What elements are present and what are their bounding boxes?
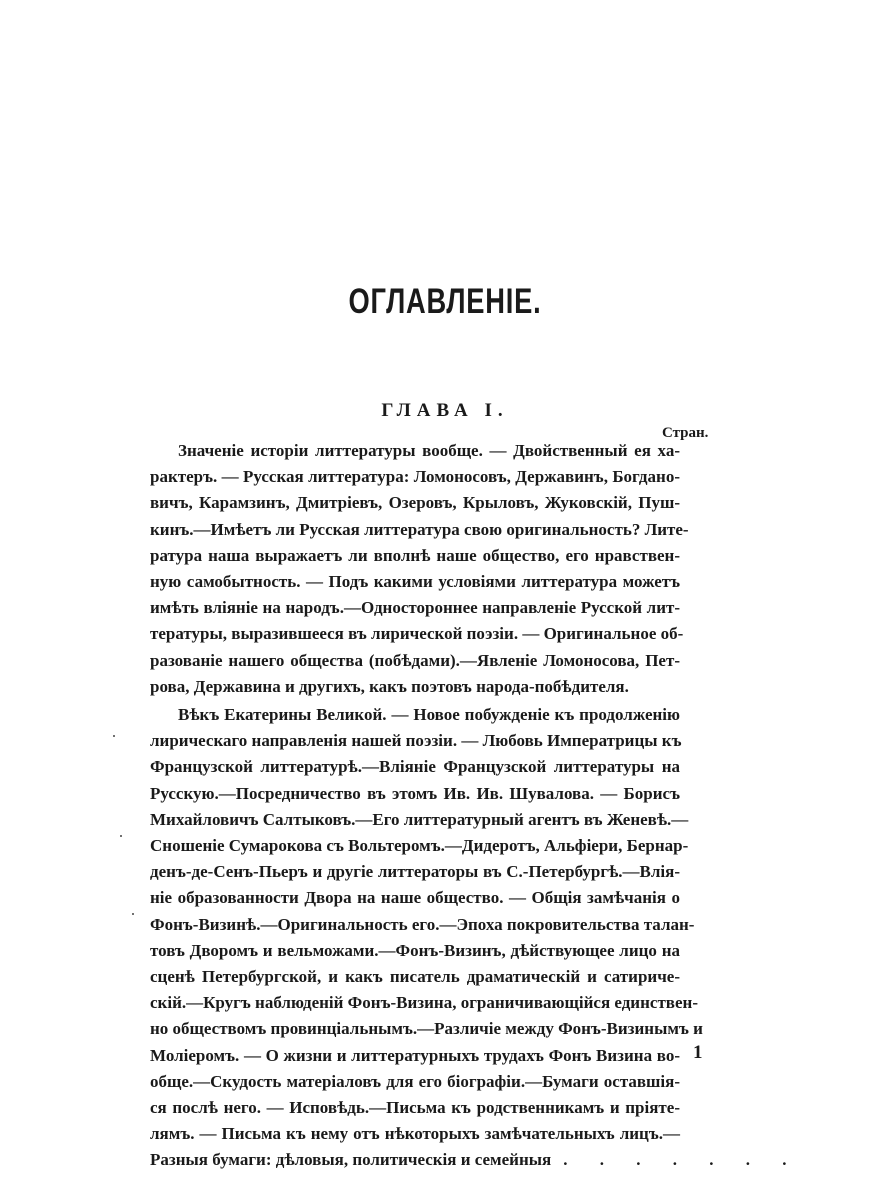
toc-paragraph-2 — [150, 702, 703, 1147]
text-line: сценѣ Петербургской, и какъ писатель драматическій и сатириче- — [150, 967, 680, 987]
text-line: Моліеромъ. — О жизни и литтературныхъ трудахъ Фонъ Визина во- — [150, 1045, 680, 1065]
page-title: ОГЛАВЛЕНІЕ. — [348, 282, 542, 321]
text-line: скій.—Кругъ наблюденій Фонъ-Визина, ограничивающійся единствен- — [150, 993, 698, 1013]
toc-final-line — [150, 1147, 801, 1173]
text-line: денъ-де-Сенъ-Пьеръ и другіе литтераторы въ С.-Петербургѣ.—Влія- — [150, 862, 680, 882]
text-line: Сношеніе Сумарокова съ Вольтеромъ.—Дидеротъ, Альфіери, Бернар- — [150, 836, 689, 856]
text-line: товъ Дворомъ и вельможами.—Фонъ-Визинъ, дѣйствующее лицо на — [150, 940, 680, 960]
text-line: Фонъ-Визинѣ.—Оригинальность его.—Эпоха покровительства талан- — [150, 914, 695, 934]
text-line: кинъ.—Имѣетъ ли Русская литтература свою оригинальность? Лите- — [150, 519, 689, 539]
text-line: ся послѣ него. — Исповѣдь.—Письма къ родственникамъ и пріяте- — [150, 1098, 680, 1118]
print-speck — [120, 835, 122, 837]
text-line: Значеніе исторіи литтературы вообще. — Двойственный ея ха- — [178, 441, 680, 460]
text-line: разованіе нашего общества (побѣдами).—Явленіе Ломоносова, Пет- — [150, 650, 680, 670]
text-line: ную самобытность. — Подъ какими условіями литтература можетъ — [150, 572, 680, 592]
text-line: Вѣкъ Екатерины Великой. — Новое побужденіе къ продолженію — [178, 705, 680, 725]
text-line: лямъ. — Письма къ нему отъ нѣкоторыхъ замѣчательныхъ лицъ.— — [150, 1124, 680, 1144]
text-line: рактеръ. — Русская литтература: Ломоносовъ, Державинъ, Богдано- — [150, 467, 680, 487]
text-line: но обществомъ провинціальнымъ.—Различіе между Фонъ-Визинымъ и — [150, 1019, 703, 1039]
toc-page-number: 1 — [693, 1042, 703, 1063]
text-line: Разныя бумаги: дѣловыя, политическія и семейныя — [150, 1150, 552, 1170]
text-line: Французской литтературѣ.—Вліяніе Французской литтературы на — [150, 757, 680, 777]
text-line: Михайловичъ Салтыковъ.—Его литтературный агентъ въ Женевѣ.— — [150, 809, 689, 829]
text-line: лирическаго направленія нашей поэзіи. — Любовь Императрицы къ — [150, 731, 682, 751]
toc-paragraph-1 — [150, 438, 689, 700]
chapter-heading: ГЛАВА I. — [381, 400, 509, 421]
text-line: Русскую.—Посредничество въ этомъ Ив. Ив. Шувалова. — Борисъ — [150, 783, 680, 803]
page-column-label: Стран. — [662, 425, 709, 441]
text-line: тературы, выразившееся въ лирической поэзіи. — Оригинальное об- — [150, 624, 684, 644]
text-line: рова, Державина и другихъ, какъ поэтовъ народа-побѣдителя. — [150, 676, 629, 696]
text-line: обще.—Скудость матеріаловъ для его біографіи.—Бумаги оставшія- — [150, 1071, 680, 1091]
print-speck — [113, 735, 115, 737]
dot-leader: . . . . . . . — [563, 1150, 801, 1170]
text-line: ніе образованности Двора на наше общество. — Общія замѣчанія о — [150, 888, 680, 908]
text-line: вичъ, Карамзинъ, Дмитріевъ, Озеровъ, Крыловъ, Жуковскій, Пуш- — [150, 493, 680, 513]
text-line: имѣть вліяніе на народъ.—Одностороннее направленіе Русской лит- — [150, 598, 680, 618]
toc-entry — [150, 438, 801, 1174]
print-speck — [132, 913, 134, 915]
text-line: ратура наша выражаетъ ли вполнѣ наше общество, его нравствен- — [150, 545, 680, 565]
